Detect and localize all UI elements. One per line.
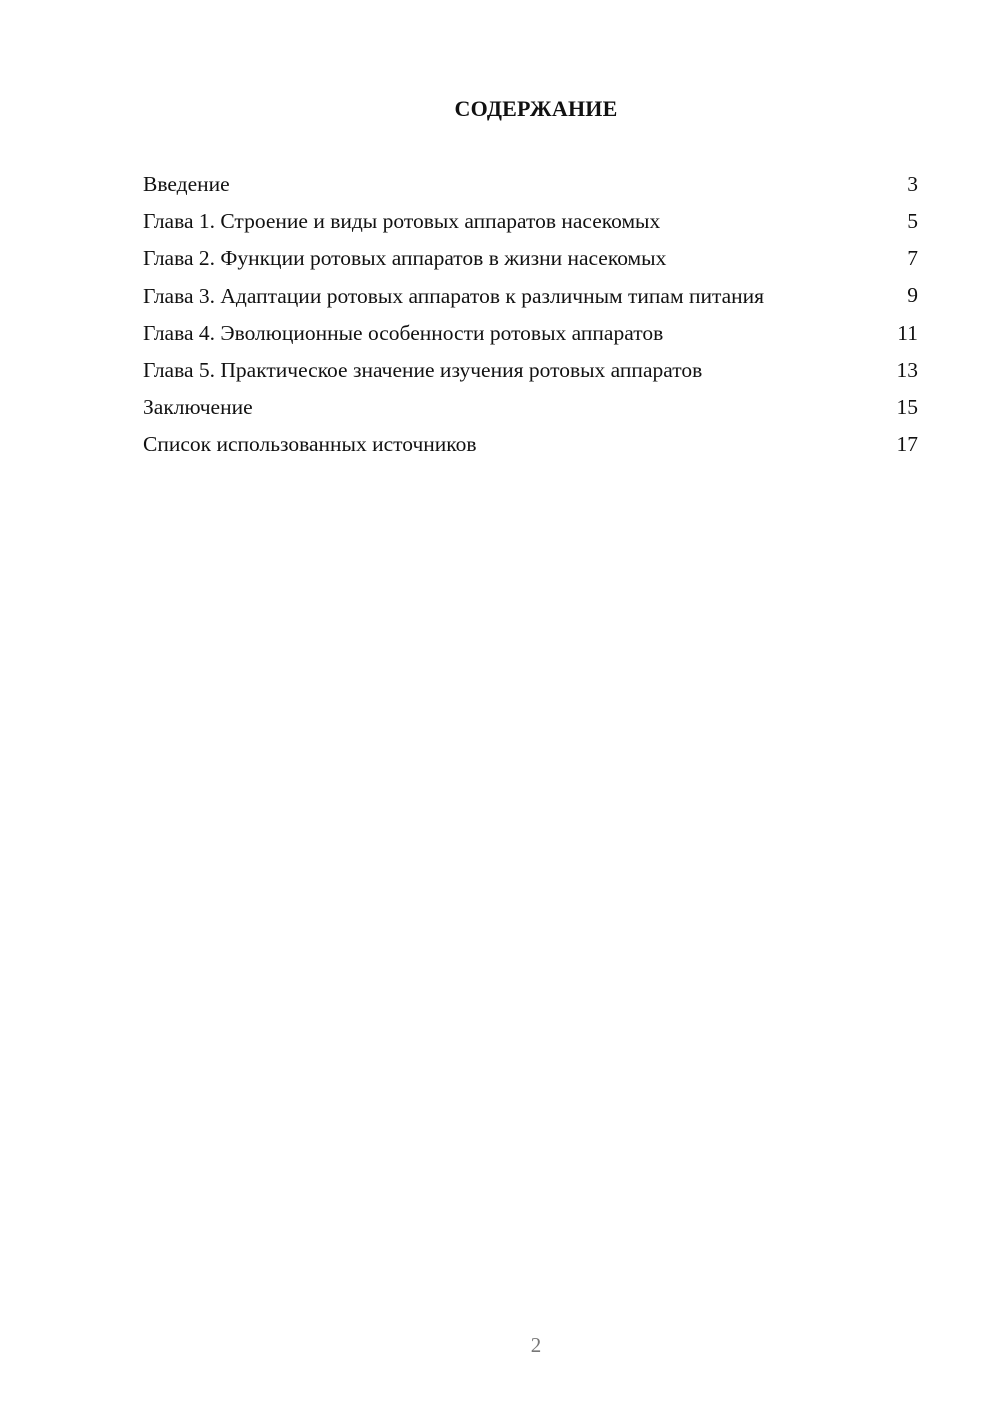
- toc-entry: [143, 245, 918, 272]
- toc-entry-page: 11: [897, 321, 918, 345]
- toc-entry: [143, 320, 918, 347]
- toc-entry: [143, 282, 918, 309]
- page-number: 2: [530, 1333, 542, 1357]
- toc-entry-label: Глава 4. Эволюционные особенности ротовых аппаратов: [143, 321, 664, 345]
- toc-entry-page: 7: [907, 246, 918, 270]
- toc-entry-page: 17: [896, 432, 918, 456]
- toc-entry-label: Заключение: [143, 395, 253, 419]
- toc-title: СОДЕРЖАНИЕ: [454, 96, 618, 121]
- toc-entry-label: Список использованных источников: [143, 432, 477, 456]
- toc-entry-page: 3: [907, 172, 918, 196]
- toc-entry-page: 9: [907, 283, 918, 307]
- toc-entry-page: 5: [907, 209, 918, 233]
- toc-entry-label: Глава 2. Функции ротовых аппаратов в жизни насекомых: [143, 246, 667, 270]
- toc-entry-page: 13: [896, 358, 918, 382]
- toc-entry: [143, 171, 918, 198]
- toc-entry-label: Глава 5. Практическое значение изучения ротовых аппаратов: [143, 358, 703, 382]
- toc-entry: [143, 357, 918, 384]
- toc-entry-label: Введение: [143, 172, 230, 196]
- toc-entry-page: 15: [896, 395, 918, 419]
- toc-entry-label: Глава 3. Адаптации ротовых аппаратов к различным типам питания: [143, 284, 765, 308]
- toc-entry-label: Глава 1. Строение и виды ротовых аппаратов насекомых: [143, 209, 661, 233]
- toc-entry: [143, 394, 918, 421]
- table-of-contents: [143, 171, 918, 468]
- toc-entry: [143, 431, 918, 458]
- toc-entry: [143, 208, 918, 235]
